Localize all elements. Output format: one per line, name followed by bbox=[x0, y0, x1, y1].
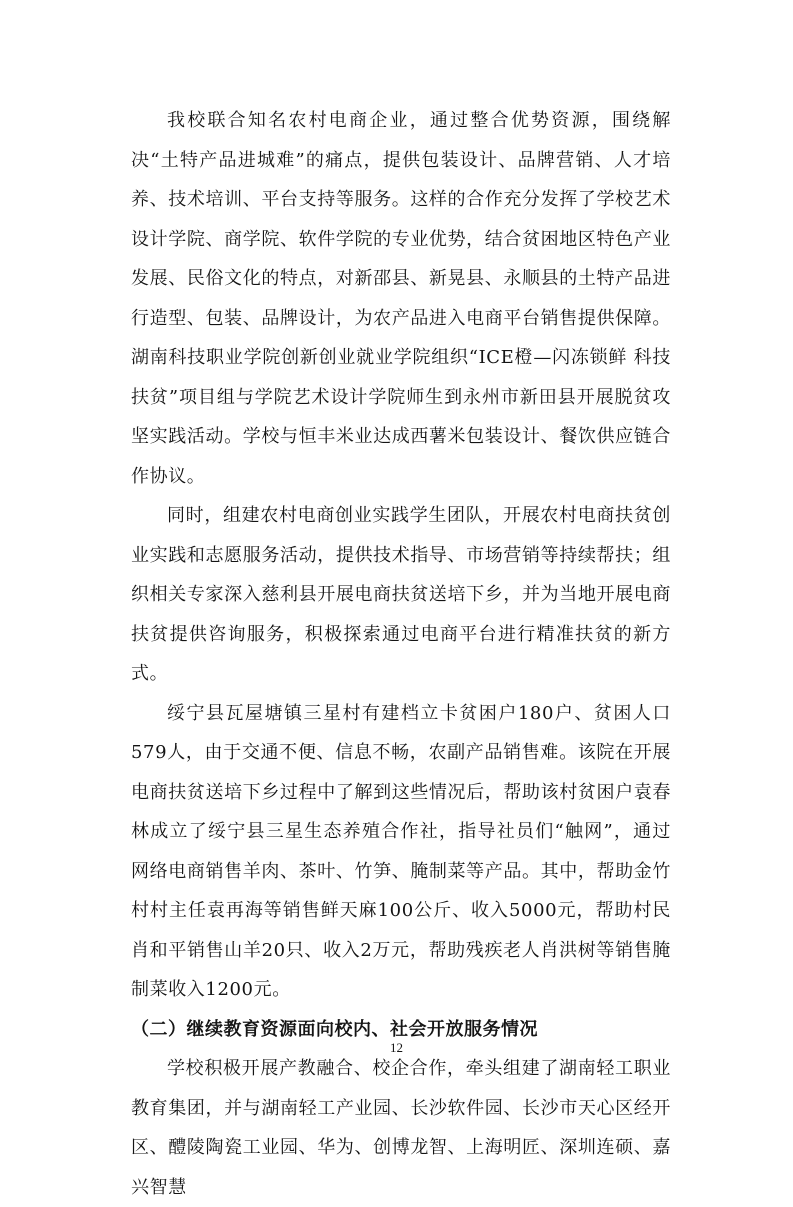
paragraph-suining-case: 绥宁县瓦屋塘镇三星村有建档立卡贫困户180户、贫困人口579人，由于交通不便、信息不畅，农副产品销售难。该院在开展电商扶贫送培下乡过程中了解到这些情况后，帮助该村贫困户袁春林成立了绥宁县三星生态养殖合作社，指导社员们“触网”，通过网络电商销售羊肉、茶叶、竹笋、腌制菜等产品。其中，帮助金竹村村主任袁再海等销售鲜天麻100公斤、收入5000元，帮助村民肖和平销售山羊20只、收入2万元，帮助残疾老人肖洪树等销售腌制菜收入1200元。 bbox=[131, 702, 671, 1000]
page-number: 12 bbox=[390, 1040, 403, 1055]
paragraph-ecommerce-cooperation: 我校联合知名农村电商企业，通过整合优势资源，围绕解决“土特产品进城难”的痛点，提供包装设计、品牌营销、人才培养、技术培训、平台支持等服务。这样的合作充分发挥了学校艺术设计学院、商学院、软件学院的专业优势，结合贫困地区特色产业发展、民俗文化的特点，对新邵县、新晃县、永顺县的土特产品进行造型、包装、品牌设计，为农产品进入电商平台销售提供保障。湖南科技职业学院创新创业就业学院组织“ICE橙—闪冻锁鲜 科技扶贫”项目组与学院艺术设计学院师生到永州市新田县开展脱贫攻坚实践活动。学校与恒丰米业达成西薯米包装设计、餐饮供应链合作协议。 bbox=[131, 110, 671, 487]
section-heading: （二）继续教育资源面向校内、社会开放服务情况 bbox=[131, 1018, 538, 1040]
paragraph-student-team: 同时，组建农村电商创业实践学生团队，开展农村电商扶贫创业实践和志愿服务活动，提供技术指导、市场营销等持续帮扶；组织相关专家深入慈利县开展电商扶贫送培下乡，并为当地开展电商扶贫提供咨询服务，积极探索通过电商平台进行精准扶贫的新方式。 bbox=[131, 505, 671, 684]
paragraph-industry-education: 学校积极开展产教融合、校企合作，牵头组建了湖南轻工职业教育集团，并与湖南轻工产业园、长沙软件园、长沙市天心区经开区、醴陵陶瓷工业园、华为、创博龙智、上海明匠、深圳连硕、嘉兴智慧 bbox=[131, 1058, 671, 1198]
